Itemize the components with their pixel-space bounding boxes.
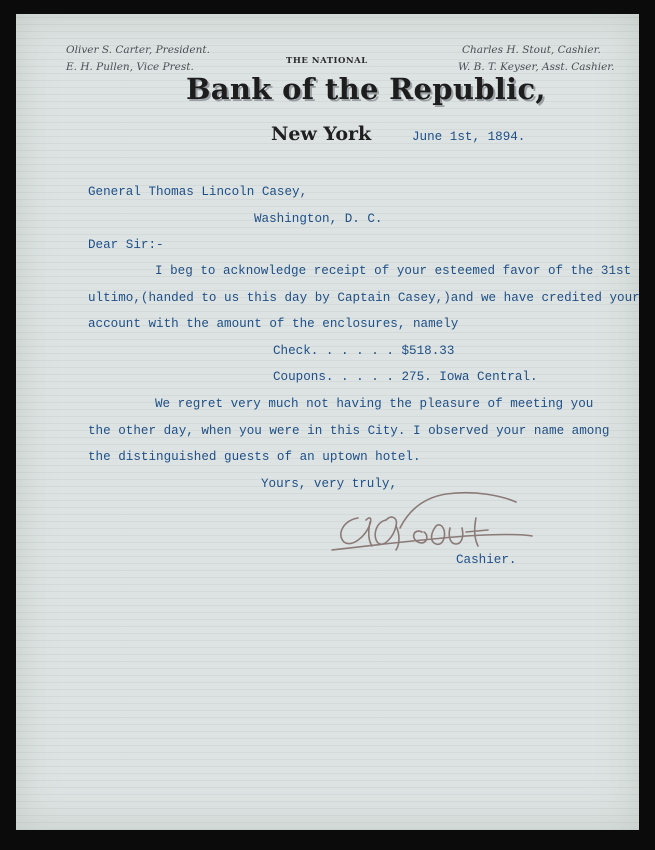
body-line-1: I beg to acknowledge receipt of your esteemed favor of the 31st (155, 264, 632, 278)
recipient-name: General Thomas Lincoln Casey, (88, 185, 308, 199)
body-line-6: the distinguished guests of an uptown hotel. (88, 450, 421, 464)
vice-president-name: E. H. Pullen, Vice Prest. (66, 61, 194, 73)
signature-title: Cashier. (456, 553, 517, 567)
coupons-line: Coupons. . . . . 275. Iowa Central. (273, 370, 538, 384)
the-national-heading: THE NATIONAL (286, 56, 368, 66)
assistant-cashier-name: W. B. T. Keyser, Asst. Cashier. (458, 61, 615, 73)
city-heading: New York (271, 123, 372, 145)
handwritten-signature (326, 488, 536, 558)
body-line-4: We regret very much not having the pleasure of meeting you (155, 397, 594, 411)
closing: Yours, very truly, (261, 477, 398, 491)
salutation: Dear Sir:- (88, 238, 164, 252)
recipient-city: Washington, D. C. (254, 212, 383, 226)
check-amount-line: Check. . . . . . $518.33 (273, 344, 455, 358)
cashier-name: Charles H. Stout, Cashier. (462, 44, 601, 56)
body-line-2: ultimo,(handed to us this day by Captain Casey,)and we have credited your (88, 291, 640, 305)
bank-name-heading: Bank of the Republic, (186, 72, 546, 106)
president-name: Oliver S. Carter, President. (66, 44, 210, 56)
body-line-5: the other day, when you were in this City. I observed your name among (88, 424, 610, 438)
letter-date: June 1st, 1894. (412, 130, 526, 144)
body-line-3: account with the amount of the enclosures, namely (88, 317, 459, 331)
